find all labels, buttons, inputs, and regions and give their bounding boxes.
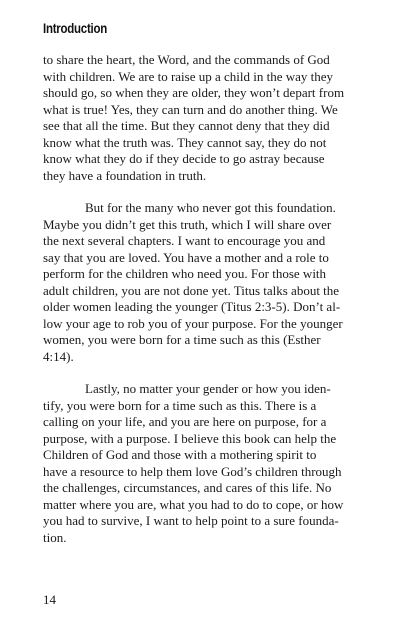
text-line: matter where you are, what you had to do to cope, or how <box>43 496 344 512</box>
text-line: with children. We are to raise up a child in the way they <box>43 68 334 84</box>
paragraph-3 <box>43 381 359 546</box>
text-line: tify, you were born for a time such as this. There is a <box>43 397 317 413</box>
text-line: see that all the time. But they cannot deny that they did <box>43 118 330 133</box>
text-line: say that you are loved. You have a mother and a role to <box>43 249 329 265</box>
text-line: have a resource to help them love God’s children through <box>43 463 342 479</box>
text-line: Children of God and those with a mothering spirit to <box>43 447 317 462</box>
text-line: perform for the children who need you. For those with <box>43 266 327 281</box>
text-line: purpose, with a purpose. I believe this book can help the <box>43 430 337 446</box>
paragraph-2 <box>43 200 359 365</box>
text-line: older women leading the younger (Titus 2:3-5). Don’t al- <box>43 299 341 314</box>
text-line: know what the truth was. They cannot say, they do not <box>43 134 327 150</box>
text-line: But for the many who never got this foundation. <box>85 200 336 215</box>
text-line: to share the heart, the Word, and the commands of God <box>43 52 330 67</box>
text-line: the challenges, circumstances, and cares of this life. No <box>43 480 332 495</box>
text-line: Lastly, no matter your gender or how you iden- <box>85 381 331 396</box>
text-line: should go, so when they are older, they won’t depart from <box>43 85 345 100</box>
text-line: tion. <box>43 529 67 545</box>
text-line: calling on your life, and you are here on purpose, for a <box>43 414 327 429</box>
text-line: know what they do if they decide to go astray because <box>43 151 325 166</box>
text-line: Maybe you didn’t get this truth, which I will share over <box>43 216 332 232</box>
text-line: low your age to rob you of your purpose. For the younger <box>43 315 343 331</box>
paragraph-gap <box>43 365 359 381</box>
running-head: Introduction <box>43 20 108 36</box>
text-line: what is true! Yes, they can turn and do another thing. We <box>43 101 338 117</box>
text-line: the next several chapters. I want to encourage you and <box>43 233 326 248</box>
body-text <box>43 52 359 546</box>
text-line: you had to survive, I want to help point to a sure founda- <box>43 513 339 528</box>
text-line: 4:14). <box>43 348 74 364</box>
paragraph-gap <box>43 184 359 200</box>
paragraph-1 <box>43 52 359 184</box>
text-line: they have a foundation in truth. <box>43 167 207 183</box>
text-line: women, you were born for a time such as this (Esther <box>43 332 321 347</box>
text-line: adult children, you are not done yet. Titus talks about the <box>43 282 340 298</box>
page-number: 14 <box>43 592 56 607</box>
